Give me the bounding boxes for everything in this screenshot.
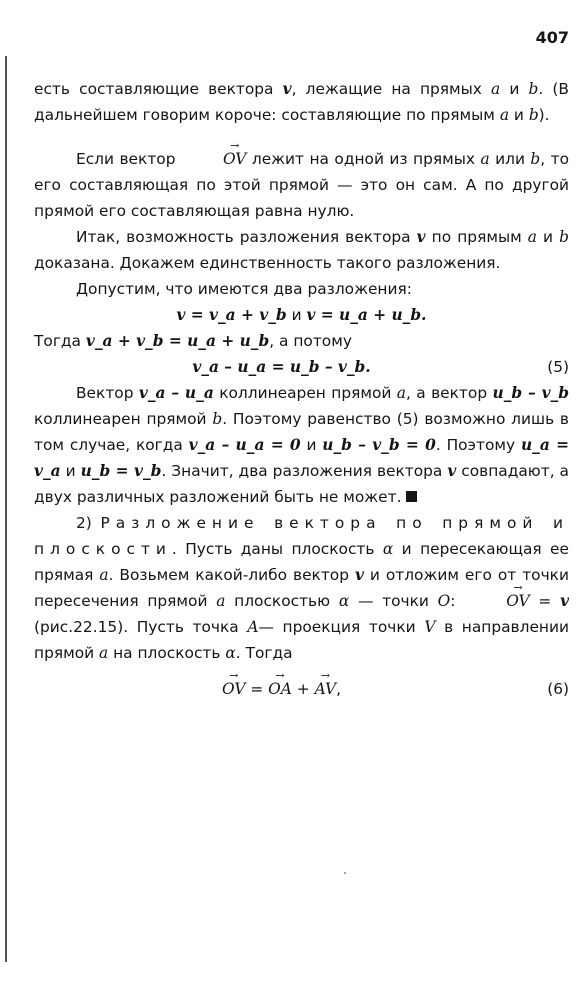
equation-6 (34, 676, 569, 702)
equation-5-number: (5) (547, 358, 569, 376)
end-of-proof-square (406, 491, 417, 502)
paragraph-6: Вектор v_a – u_a коллинеарен прямой a, а вектор u_b – v_b коллинеарен прямой b. Поэтому равенство (5) возможно лишь в том случае, когда v_a – u_a = 0 и u_b – v_b = 0. Поэтому u_a = v_a и u_b = v_b. Значит, два разложения вектора v совпадают, а двух различных разложений быть не может. (34, 384, 570, 506)
paragraph-2: Если вектор → OV лежит на одной из прямых a или b, то его составляющая по этой прямой — это он сам. А по другой прямой его составляющая равна нулю. (34, 146, 569, 224)
left-margin-rule (5, 56, 7, 962)
section-heading-spaced: Разложение вектора по прямой и плоскости (34, 514, 569, 558)
formula-two-decompositions: v = v_a + v_b и v = u_a + u_b. (176, 306, 427, 324)
equation-5-body: v_a – u_a = u_b – v_b. (192, 358, 371, 376)
scan-speck (344, 872, 346, 874)
paragraph-1: есть составляющие вектора v, лежащие на прямых a и b. (В дальнейшем говорим короче: составляющие по прямым a и b). (34, 80, 569, 124)
equation-6-body: → OV = → OA + → AV, (34, 676, 529, 702)
page-body (34, 76, 569, 702)
page-number: 407 (535, 28, 569, 47)
paragraph-7: 2) Разложение вектора по прямой и плоскости. Пусть даны плоскость α и пересекающая ее прямая a. Возьмем какой-либо вектор v и отложим его от точки пересечения прямой a плоскостью α — точки O: → OV = v (рис.22.15). Пусть точка A— проекция точки V в направлении прямой a на плоскость α. Тогда (34, 510, 569, 666)
paragraph-5: Тогда v_a + v_b = u_a + u_b, а потому (34, 332, 352, 350)
equation-6-number: (6) (547, 680, 569, 698)
paragraph-4: Допустим, что имеются два разложения: (76, 280, 412, 298)
paragraph-3: Итак, возможность разложения вектора v по прямым a и b доказана. Докажем единственность такого разложения. (34, 228, 569, 272)
equation-5 (34, 354, 569, 380)
